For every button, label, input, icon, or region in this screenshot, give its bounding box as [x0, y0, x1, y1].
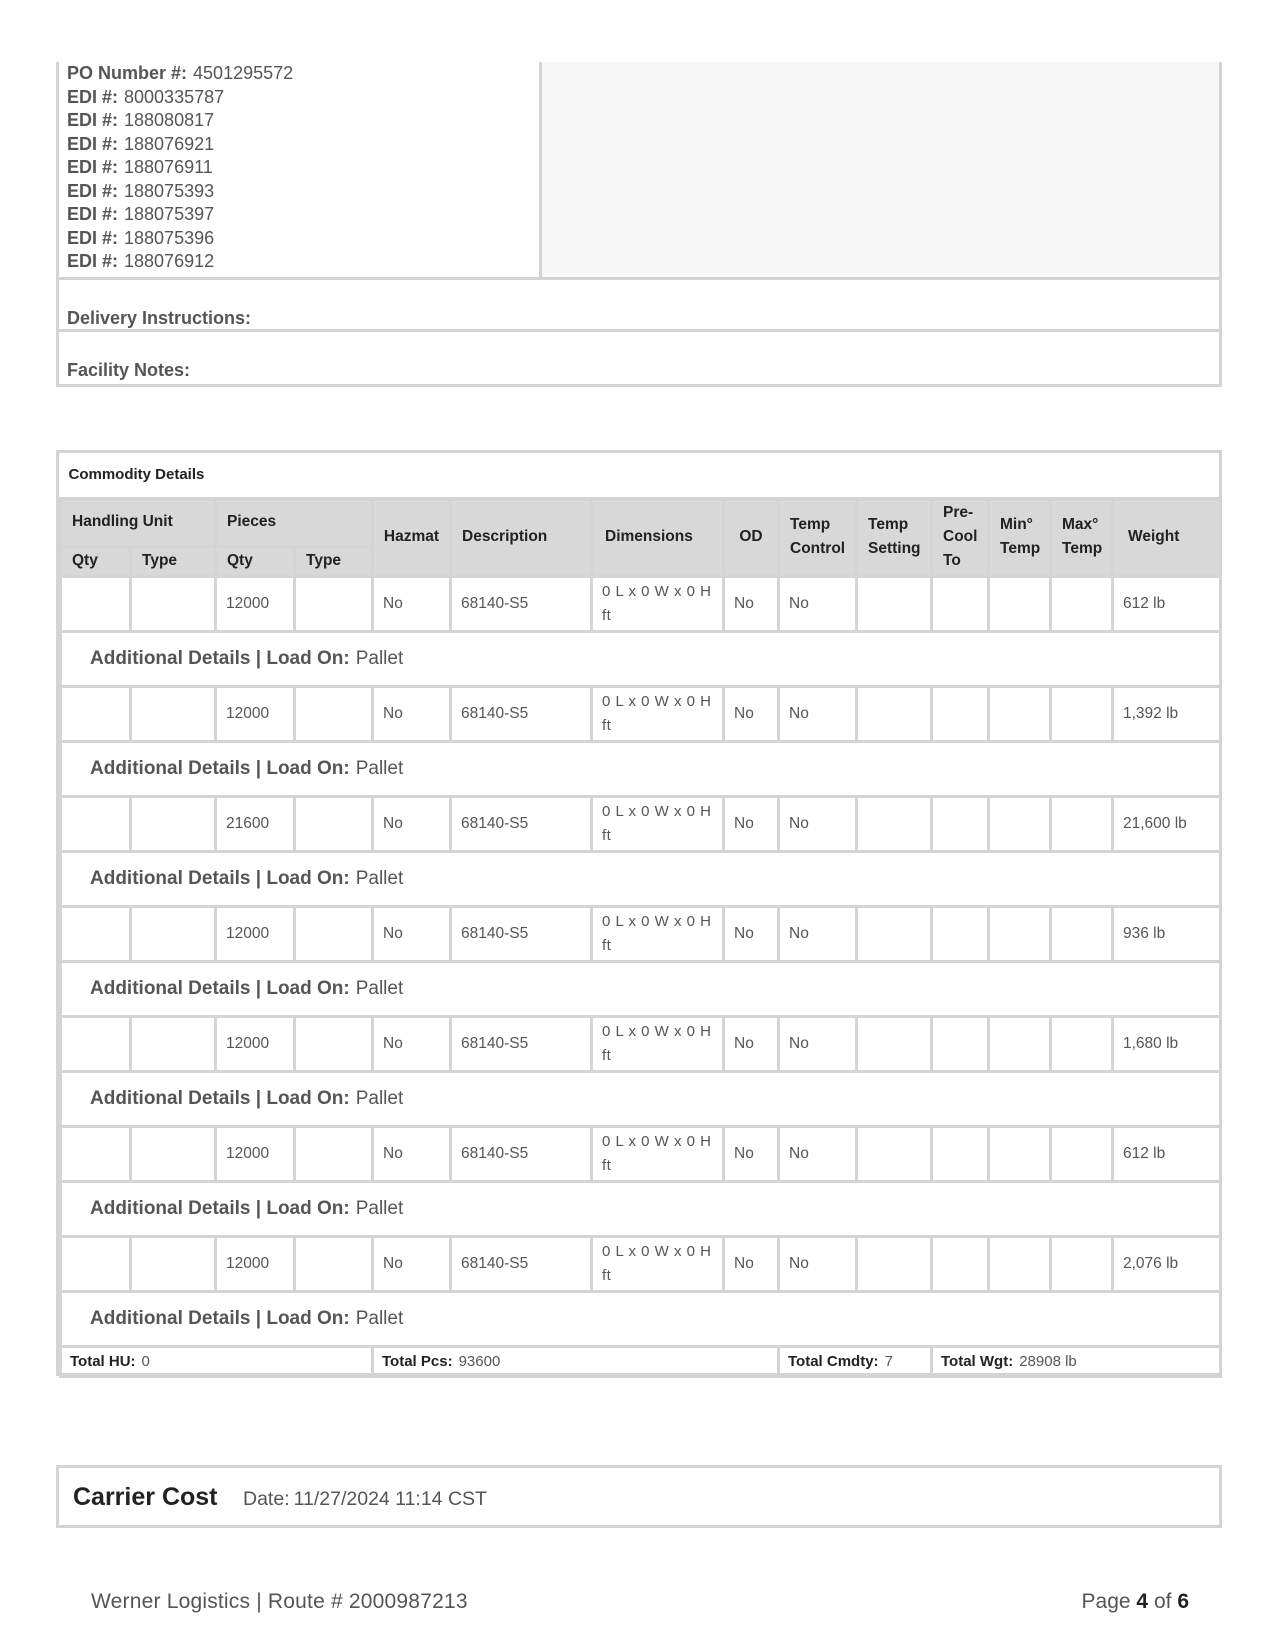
- header-dimensions: Dimensions: [592, 498, 724, 576]
- temp-setting-cell: [857, 1236, 932, 1291]
- dimensions-cell: 0 L x 0 W x 0 H ft: [592, 1236, 724, 1291]
- edi-line: EDI #: 8000335787: [67, 86, 225, 107]
- temp-control-cell: No: [779, 686, 857, 741]
- hazmat-cell: No: [373, 686, 451, 741]
- edi-line: EDI #: 188076921: [67, 133, 215, 154]
- od-cell: No: [724, 686, 779, 741]
- pieces-qty-cell: 12000: [216, 906, 295, 961]
- reference-numbers: [59, 62, 542, 277]
- commodity-row: [61, 1126, 1221, 1181]
- total-weight: Total Wgt: 28908 lb: [932, 1346, 1221, 1376]
- max-temp-cell: [1051, 1016, 1113, 1071]
- temp-control-cell: No: [779, 796, 857, 851]
- dimensions-cell: 0 L x 0 W x 0 H ft: [592, 906, 724, 961]
- carrier-cost-section: [56, 1465, 1222, 1528]
- pre-cool-cell: [932, 1236, 989, 1291]
- temp-control-cell: No: [779, 1016, 857, 1071]
- total-pieces: Total Pcs: 93600: [373, 1346, 779, 1376]
- temp-setting-cell: [857, 576, 932, 631]
- od-cell: No: [724, 1016, 779, 1071]
- additional-details-row: [61, 1291, 1221, 1346]
- header-row: [61, 498, 1221, 546]
- total-commodities: Total Cmdty: 7: [779, 1346, 932, 1376]
- pre-cool-cell: [932, 906, 989, 961]
- dimensions-cell: 0 L x 0 W x 0 H ft: [592, 576, 724, 631]
- commodity-row: [61, 906, 1221, 961]
- max-temp-cell: [1051, 576, 1113, 631]
- additional-details-row: [61, 741, 1221, 796]
- max-temp-cell: [1051, 906, 1113, 961]
- additional-details-row: [61, 1071, 1221, 1126]
- pieces-qty-cell: 12000: [216, 1016, 295, 1071]
- pre-cool-cell: [932, 686, 989, 741]
- header-temp-control: Temp Control: [779, 498, 857, 576]
- pre-cool-cell: [932, 796, 989, 851]
- header-pcs-type: Type: [295, 546, 373, 576]
- min-temp-cell: [989, 906, 1051, 961]
- header-hu-qty: Qty: [61, 546, 131, 576]
- hazmat-cell: No: [373, 576, 451, 631]
- load-on-value: Pallet: [355, 1197, 404, 1219]
- dimensions-cell: 0 L x 0 W x 0 H ft: [592, 686, 724, 741]
- edi-line: EDI #: 188080817: [67, 110, 215, 130]
- additional-details: [61, 961, 1221, 1016]
- commodity-row: [61, 576, 1221, 631]
- total-hu: Total HU: 0: [61, 1346, 373, 1376]
- weight-cell: 936 lb: [1113, 906, 1221, 961]
- hu-qty-cell: [61, 686, 131, 741]
- additional-details: [61, 1071, 1221, 1126]
- additional-details-label: Additional Details | Load On:: [90, 1087, 350, 1109]
- hu-type-cell: [131, 686, 216, 741]
- pieces-type-cell: [295, 1016, 373, 1071]
- dimensions-cell: 0 L x 0 W x 0 H ft: [592, 1126, 724, 1181]
- edi-line: EDI #: 188075393: [67, 180, 215, 201]
- load-on-value: Pallet: [355, 867, 404, 889]
- od-cell: No: [724, 796, 779, 851]
- od-cell: No: [724, 1126, 779, 1181]
- header-max-temp: Max° Temp: [1051, 498, 1113, 576]
- description-cell: 68140-S5: [451, 686, 592, 741]
- commodity-title-row: [61, 453, 1221, 498]
- additional-details: [61, 851, 1221, 906]
- dimensions-cell: 0 L x 0 W x 0 H ft: [592, 796, 724, 851]
- header-hazmat: Hazmat: [373, 498, 451, 576]
- hu-type-cell: [131, 1016, 216, 1071]
- additional-details: [61, 1291, 1221, 1346]
- temp-control-cell: No: [779, 906, 857, 961]
- temp-control-cell: No: [779, 576, 857, 631]
- facility-notes-row: [59, 329, 1219, 384]
- weight-cell: 1,392 lb: [1113, 686, 1221, 741]
- max-temp-cell: [1051, 686, 1113, 741]
- edi-line: EDI #: 188076912: [67, 251, 215, 271]
- description-cell: 68140-S5: [451, 576, 592, 631]
- pieces-qty-cell: 12000: [216, 1236, 295, 1291]
- header-pieces: Pieces: [216, 498, 373, 546]
- header-od: OD: [724, 498, 779, 576]
- additional-details-label: Additional Details | Load On:: [90, 757, 350, 779]
- additional-details-label: Additional Details | Load On:: [90, 1307, 350, 1329]
- header-description: Description: [451, 498, 592, 576]
- temp-setting-cell: [857, 906, 932, 961]
- totals-row: [61, 1346, 1221, 1376]
- pieces-type-cell: [295, 1236, 373, 1291]
- min-temp-cell: [989, 576, 1051, 631]
- pieces-qty-cell: 12000: [216, 576, 295, 631]
- hu-qty-cell: [61, 1126, 131, 1181]
- header-min-temp: Min° Temp: [989, 498, 1051, 576]
- header-handling-unit: Handling Unit: [61, 498, 216, 546]
- additional-details-label: Additional Details | Load On:: [90, 867, 350, 889]
- weight-cell: 1,680 lb: [1113, 1016, 1221, 1071]
- max-temp-cell: [1051, 1236, 1113, 1291]
- description-cell: 68140-S5: [451, 1016, 592, 1071]
- reference-section: [56, 62, 1222, 387]
- hu-type-cell: [131, 576, 216, 631]
- od-cell: No: [724, 906, 779, 961]
- dimensions-cell: 0 L x 0 W x 0 H ft: [592, 1016, 724, 1071]
- commodity-title: Commodity Details: [61, 453, 1221, 498]
- commodity-table: [59, 453, 1222, 1378]
- additional-details: [61, 1181, 1221, 1236]
- hu-type-cell: [131, 1236, 216, 1291]
- header-pcs-qty: Qty: [216, 546, 295, 576]
- additional-details-row: [61, 631, 1221, 686]
- hu-qty-cell: [61, 906, 131, 961]
- min-temp-cell: [989, 1126, 1051, 1181]
- pieces-type-cell: [295, 1126, 373, 1181]
- additional-details: [61, 741, 1221, 796]
- hazmat-cell: No: [373, 906, 451, 961]
- header-temp-setting: Temp Setting: [857, 498, 932, 576]
- edi-line: EDI #: 188075396: [67, 227, 215, 248]
- min-temp-cell: [989, 796, 1051, 851]
- header-hu-type: Type: [131, 546, 216, 576]
- od-cell: No: [724, 1236, 779, 1291]
- weight-cell: 612 lb: [1113, 576, 1221, 631]
- weight-cell: 2,076 lb: [1113, 1236, 1221, 1291]
- footer-page-number: Page 4 of 6: [1081, 1590, 1189, 1613]
- commodity-row: [61, 1016, 1221, 1071]
- description-cell: 68140-S5: [451, 1126, 592, 1181]
- pre-cool-cell: [932, 576, 989, 631]
- edi-line: EDI #: 188076911: [67, 157, 213, 177]
- commodity-row: [61, 686, 1221, 741]
- description-cell: 68140-S5: [451, 796, 592, 851]
- header-weight: Weight: [1113, 498, 1221, 576]
- weight-cell: 21,600 lb: [1113, 796, 1221, 851]
- delivery-instructions-row: [59, 277, 1219, 332]
- pieces-qty-cell: 21600: [216, 796, 295, 851]
- max-temp-cell: [1051, 1126, 1113, 1181]
- weight-cell: 612 lb: [1113, 1126, 1221, 1181]
- pieces-qty-cell: 12000: [216, 1126, 295, 1181]
- temp-control-cell: No: [779, 1126, 857, 1181]
- hazmat-cell: No: [373, 796, 451, 851]
- po-number-line: PO Number #: 4501295572: [67, 63, 294, 83]
- description-cell: 68140-S5: [451, 906, 592, 961]
- additional-details-label: Additional Details | Load On:: [90, 647, 350, 669]
- od-cell: No: [724, 576, 779, 631]
- additional-details: [61, 631, 1221, 686]
- reference-blank-panel: [542, 62, 1219, 277]
- hazmat-cell: No: [373, 1126, 451, 1181]
- edi-line: EDI #: 188075397: [67, 204, 215, 224]
- load-on-value: Pallet: [355, 757, 404, 779]
- temp-setting-cell: [857, 1126, 932, 1181]
- hu-qty-cell: [61, 796, 131, 851]
- temp-setting-cell: [857, 686, 932, 741]
- additional-details-row: [61, 1181, 1221, 1236]
- additional-details-row: [61, 851, 1221, 906]
- min-temp-cell: [989, 1236, 1051, 1291]
- hu-type-cell: [131, 796, 216, 851]
- pre-cool-cell: [932, 1016, 989, 1071]
- header-pre-cool-to: Pre-Cool To: [932, 498, 989, 576]
- pre-cool-cell: [932, 1126, 989, 1181]
- load-on-value: Pallet: [355, 1087, 404, 1109]
- min-temp-cell: [989, 686, 1051, 741]
- pieces-type-cell: [295, 686, 373, 741]
- carrier-cost-date: Date: 11/27/2024 11:14 CST: [243, 1488, 487, 1510]
- hu-type-cell: [131, 1126, 216, 1181]
- temp-control-cell: No: [779, 1236, 857, 1291]
- pieces-type-cell: [295, 796, 373, 851]
- hu-type-cell: [131, 906, 216, 961]
- hu-qty-cell: [61, 1236, 131, 1291]
- facility-notes-label: Facility Notes:: [67, 360, 191, 380]
- hu-qty-cell: [61, 1016, 131, 1071]
- load-on-value: Pallet: [355, 977, 404, 999]
- delivery-instructions-label: Delivery Instructions:: [67, 308, 252, 328]
- max-temp-cell: [1051, 796, 1113, 851]
- load-on-value: Pallet: [355, 647, 404, 669]
- pieces-type-cell: [295, 906, 373, 961]
- temp-setting-cell: [857, 796, 932, 851]
- hazmat-cell: No: [373, 1016, 451, 1071]
- hazmat-cell: No: [373, 1236, 451, 1291]
- description-cell: 68140-S5: [451, 1236, 592, 1291]
- additional-details-row: [61, 961, 1221, 1016]
- min-temp-cell: [989, 1016, 1051, 1071]
- footer-company-route: Werner Logistics | Route # 2000987213: [91, 1590, 468, 1613]
- pieces-qty-cell: 12000: [216, 686, 295, 741]
- commodity-row: [61, 1236, 1221, 1291]
- temp-setting-cell: [857, 1016, 932, 1071]
- commodity-row: [61, 796, 1221, 851]
- hu-qty-cell: [61, 576, 131, 631]
- load-on-value: Pallet: [355, 1307, 404, 1329]
- carrier-cost-title: Carrier Cost: [73, 1483, 218, 1511]
- commodity-details: [56, 450, 1222, 1376]
- additional-details-label: Additional Details | Load On:: [90, 977, 350, 999]
- additional-details-label: Additional Details | Load On:: [90, 1197, 350, 1219]
- pieces-type-cell: [295, 576, 373, 631]
